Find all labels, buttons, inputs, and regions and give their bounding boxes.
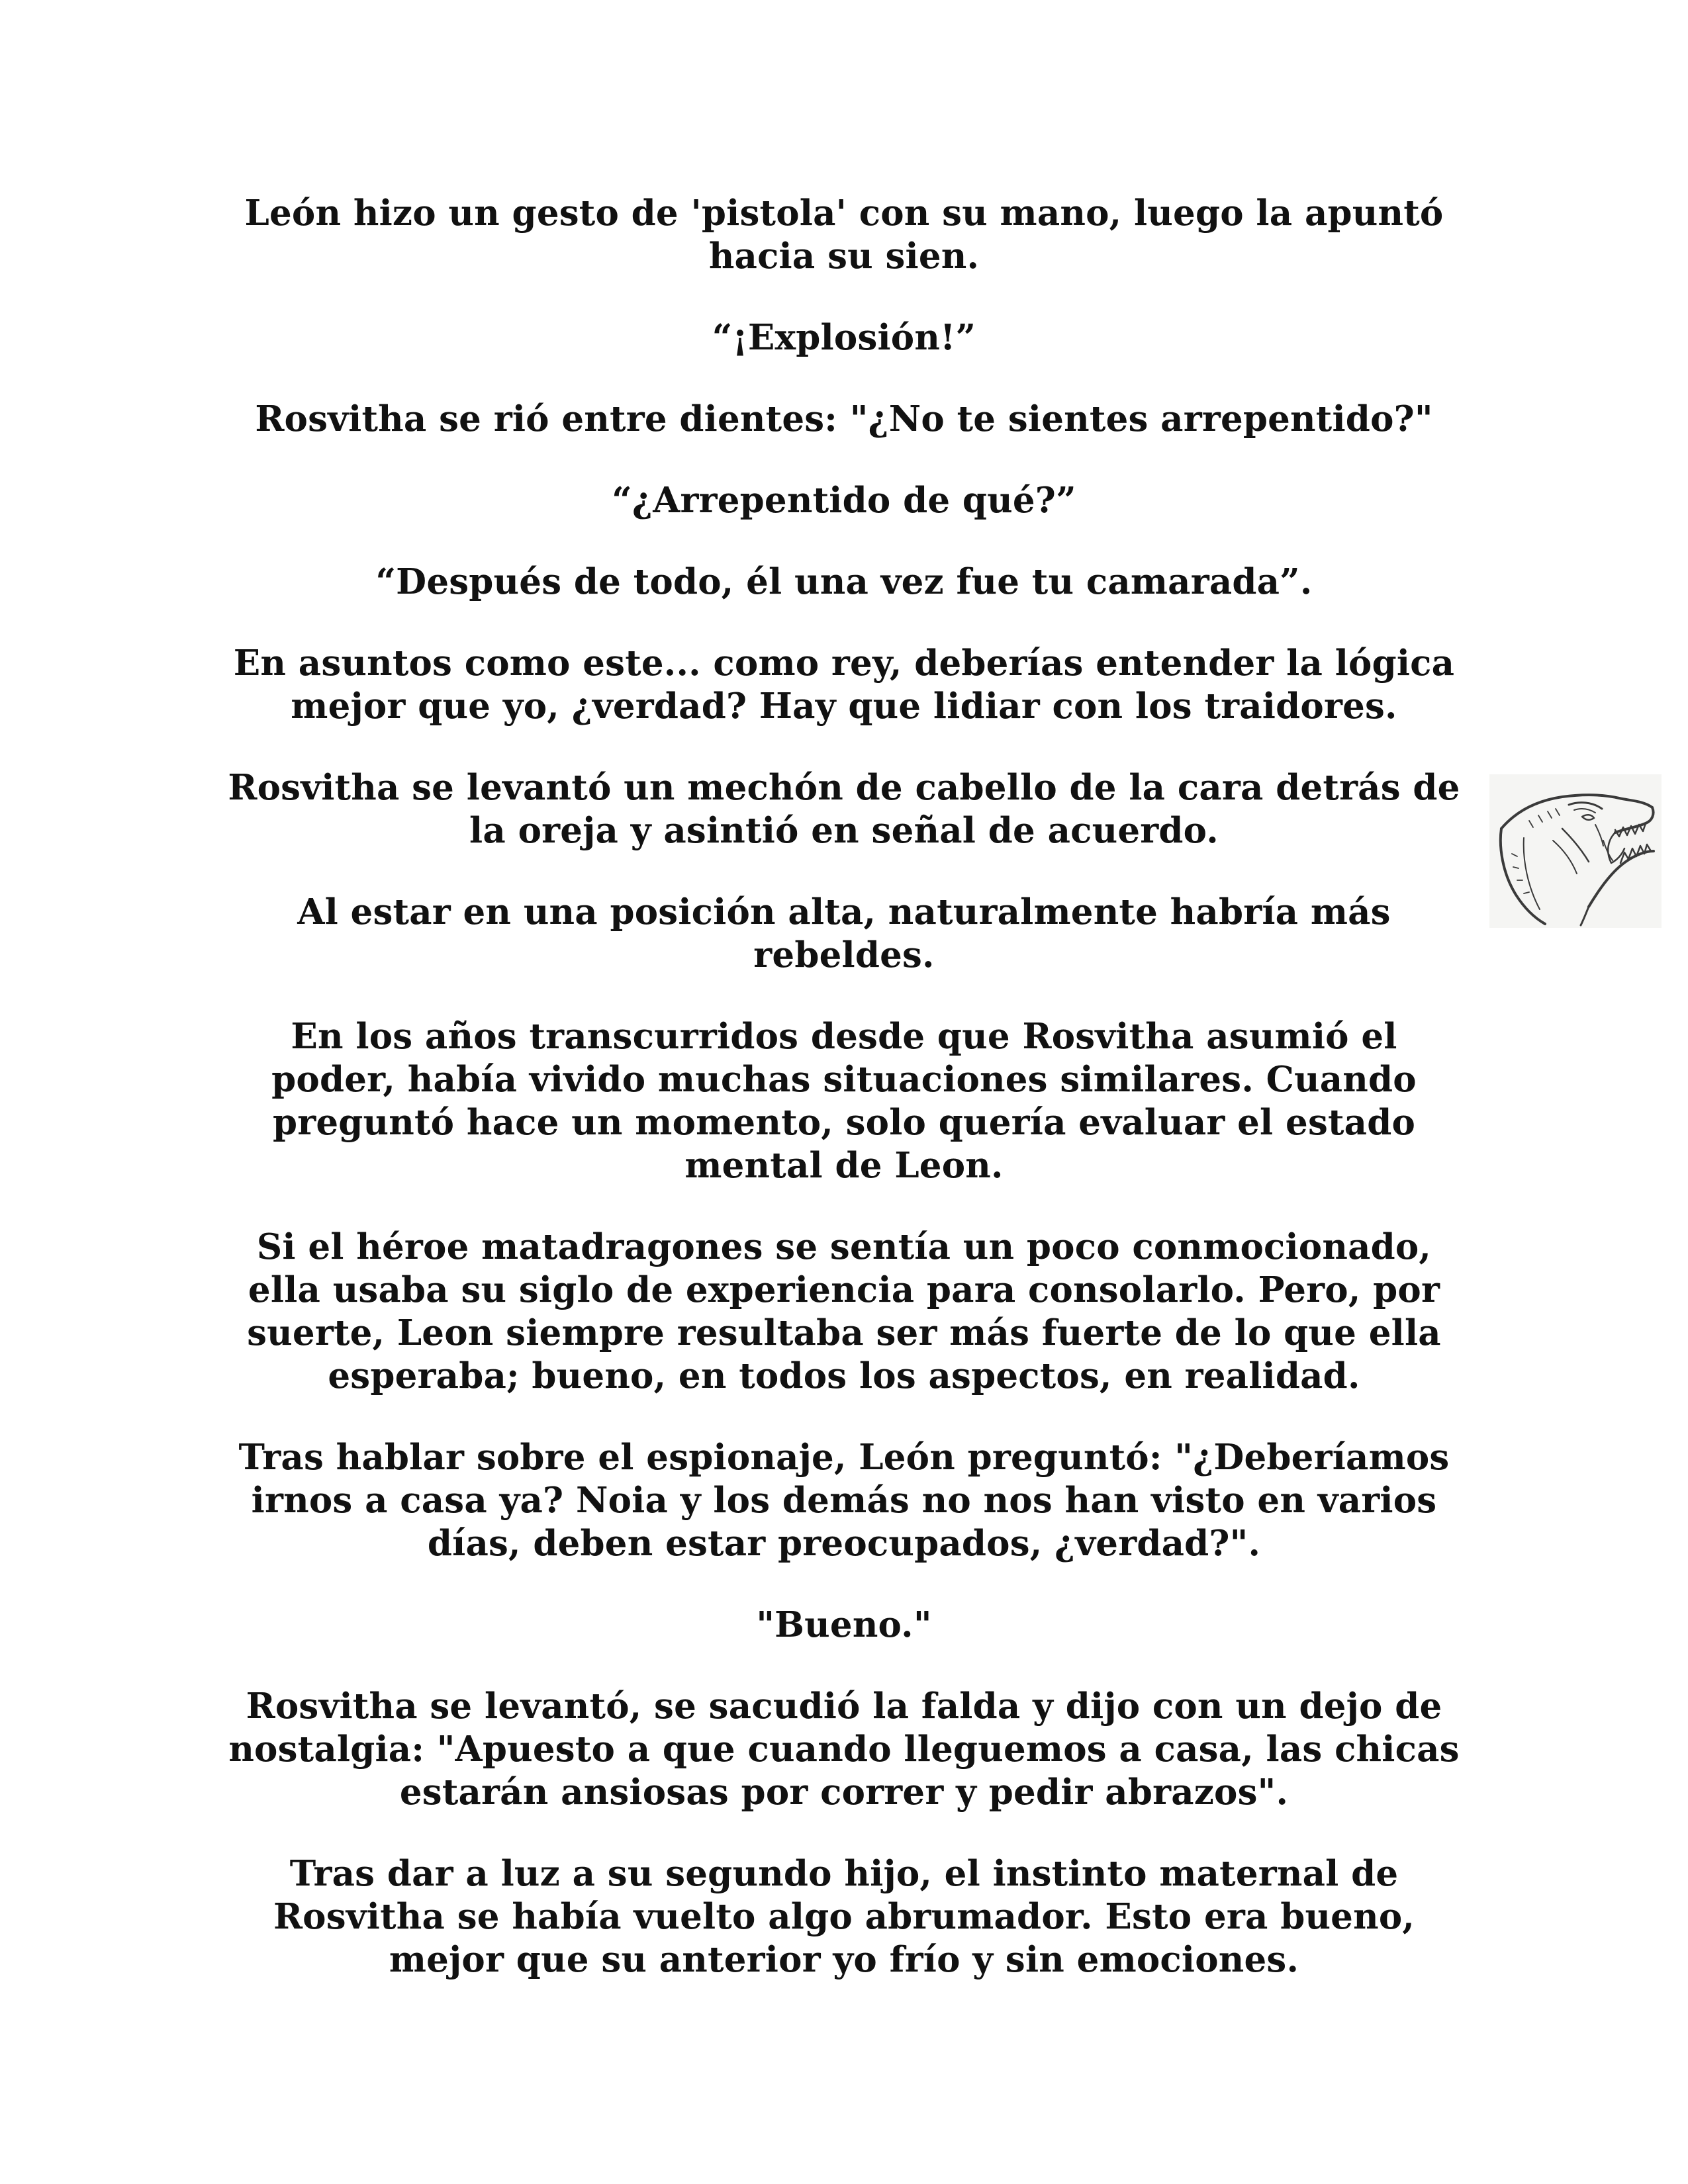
paragraph: "Bueno." <box>756 1604 932 1645</box>
paragraph: Rosvitha se rió entre dientes: "¿No te sientes arrepentido?" <box>255 398 1433 439</box>
paragraph: Rosvitha se levantó, se sacudió la falda y dijo con un dejo de nostalgia: "Apuesto a que cuando lleguemos a casa, las chicas estarán ansiosas por correr y pedir abrazos". <box>228 1686 1460 1813</box>
paragraph: En los años transcurridos desde que Rosvitha asumió el poder, había vivido muchas situaciones similares. Cuando preguntó hace un momento, solo quería evaluar el estado mental de Leon. <box>271 1016 1417 1186</box>
paragraph: Si el héroe matadragones se sentía un poco conmocionado, ella usaba su siglo de experiencia para consolarlo. Pero, por suerte, Leon siempre resultaba ser más fuerte de lo que ella esperaba; bueno, en todos los aspectos, en realidad. <box>247 1226 1441 1396</box>
paragraph: En asuntos como este... como rey, deberías entender la lógica mejor que yo, ¿verdad? Hay que lidiar con los traidores. <box>233 643 1455 727</box>
paragraph: Rosvitha se levantó un mechón de cabello de la cara detrás de la oreja y asintió en señal de acuerdo. <box>228 767 1460 851</box>
paragraph: “¿Arrepentido de qué?” <box>612 480 1076 521</box>
dinosaur-head-sketch-icon-svg <box>1489 774 1662 928</box>
paragraph: “Después de todo, él una vez fue tu camarada”. <box>375 561 1313 602</box>
body-text <box>225 192 1463 2020</box>
paragraph: Tras hablar sobre el espionaje, León preguntó: "¿Deberíamos irnos a casa ya? Noia y los demás no nos han visto en varios días, deben estar preocupados, ¿verdad?". <box>238 1437 1450 1564</box>
paragraph: “¡Explosión!” <box>712 317 976 358</box>
paragraph: León hizo un gesto de 'pistola' con su mano, luego la apuntó hacia su sien. <box>244 193 1444 277</box>
paragraph: Tras dar a luz a su segundo hijo, el instinto maternal de Rosvitha se había vuelto algo abrumador. Esto era bueno, mejor que su anterior yo frío y sin emociones. <box>273 1853 1415 1980</box>
paragraph: Al estar en una posición alta, naturalmente habría más rebeldes. <box>297 891 1391 976</box>
dinosaur-head-sketch-icon <box>1489 774 1662 928</box>
